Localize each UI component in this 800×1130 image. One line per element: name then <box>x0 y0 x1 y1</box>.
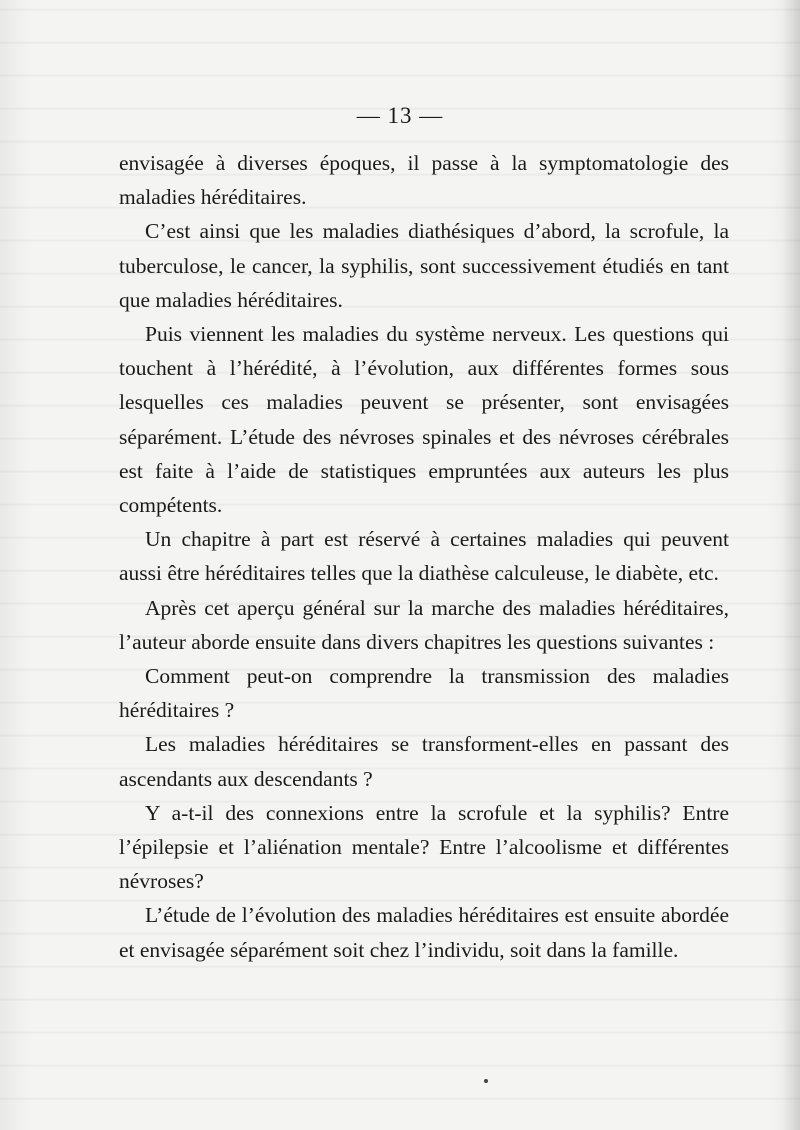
paragraph: Y a-t-il des connexions entre la scrofule et la syphilis? Entre l’épilepsie et l’aliénation mentale? Entre l’alcoolisme et différentes névroses? <box>119 800 729 894</box>
paragraph: C’est ainsi que les maladies diathésiques d’abord, la scrofule, la tuberculose, le cancer, la syphilis, sont successivement étudiés en tant que maladies héréditaires. <box>119 219 729 312</box>
paragraph: L’étude de l’évolution des maladies héréditaires est ensuite abordée et envisagée séparément soit chez l’individu, soit dans la famille. <box>119 903 729 962</box>
paragraph: Comment peut-on comprendre la transmission des maladies héréditaires ? <box>119 664 729 723</box>
paragraph: envisagée à diverses époques, il passe à la symptomatologie des maladies héréditaires. <box>119 151 729 210</box>
paragraph: Un chapitre à part est réservé à certaines maladies qui peuvent aussi être héréditaires telles que la diathèse calculeuse, le diabète, etc. <box>119 527 729 586</box>
paragraph: Les maladies héréditaires se transforment-elles en passant des ascendants aux descendants ? <box>119 732 729 791</box>
ink-speck <box>484 1079 488 1083</box>
page-edge-shadow <box>782 0 800 1130</box>
paragraph: Après cet aperçu général sur la marche des maladies héréditaires, l’auteur aborde ensuite dans divers chapitres les questions suivantes : <box>119 595 729 654</box>
paragraph: Puis viennent les maladies du système nerveux. Les questions qui touchent à l’hérédité, à l’évolution, aux différentes formes sous lesquelles ces maladies peuvent se présenter, sont envisagées séparément. L’étude des névroses spinales et des névroses cérébrales est faite à l’aide de statistiques empruntées aux auteurs les plus compétents. <box>119 322 729 518</box>
body-text <box>119 146 729 967</box>
page-number: — 13 — <box>356 103 444 128</box>
